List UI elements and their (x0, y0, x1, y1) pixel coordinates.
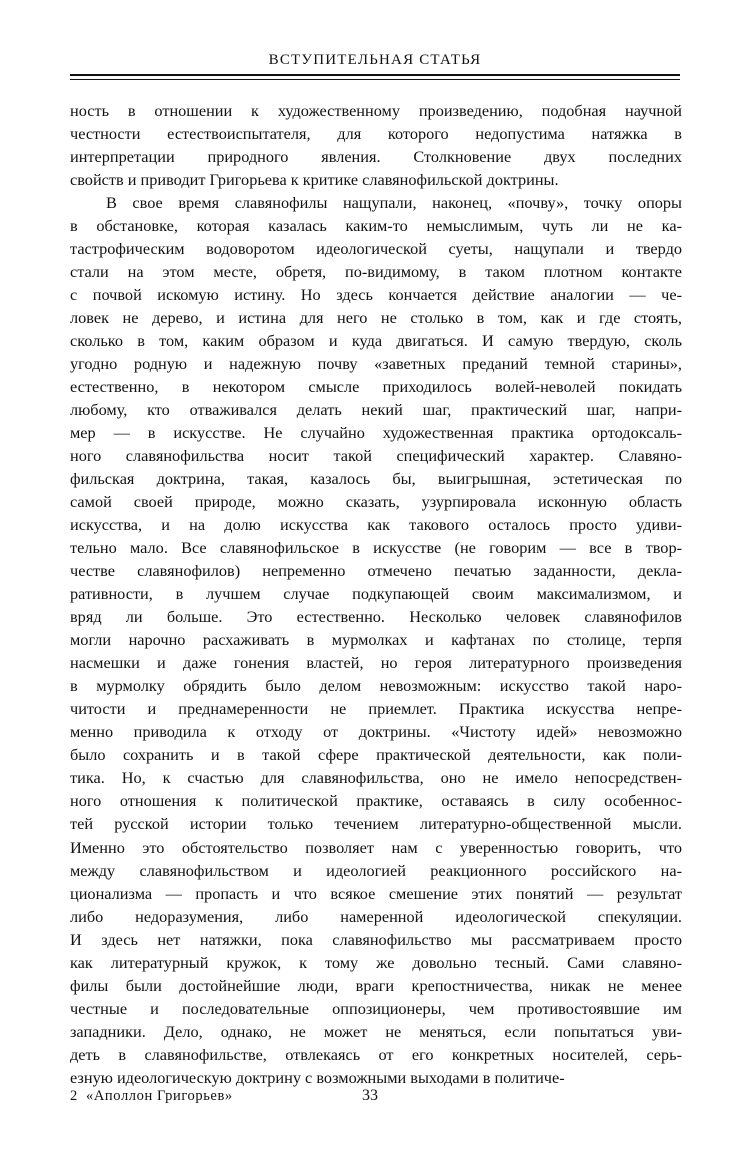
text-line: либо недоразумения, либо намеренной идеологической спекуляции. (70, 906, 682, 926)
text-line: в обстановке, которая казалась каким-то немыслимым, чуть ли не ка- (70, 216, 682, 236)
text-line: И здесь нет натяжки, пока славянофильство мы рассматриваем просто (70, 929, 682, 949)
text-line: менно приводила к отходу от доктрины. «Чистоту идей» невозможно (70, 722, 682, 742)
text-line: стали на этом месте, обретя, по-видимому, в таком плотном контакте (70, 262, 682, 282)
text-line: любому, кто отваживался делать некий шаг, практический шаг, напри- (70, 400, 682, 420)
text-line: с почвой искомую истину. Но здесь кончается действие аналогии — че- (70, 285, 682, 305)
text-line: тельно мало. Все славянофильское в искусстве (не говорим — все в твор- (70, 538, 682, 558)
page-footer (70, 1085, 680, 1107)
text-line: ловек не дерево, и истина для него не столько в том, как и где стоять, (70, 308, 682, 328)
text-line: честве славянофилов) непременно отмечено печатью заданности, декла- (70, 561, 682, 581)
text-line: интерпретации природного явления. Столкновение двух последних (70, 147, 682, 167)
text-line: тастрофическим водоворотом идеологической суеты, нащупали и твердо (70, 239, 682, 259)
text-line: искусства, и на долю искусства как такового осталось просто удиви- (70, 515, 682, 535)
header-rule-thick (70, 74, 680, 76)
text-line: насмешки и даже гонения властей, но героя литературного произведения (70, 653, 682, 673)
text-line: честности естествоиспытателя, для которого недопустима натяжка в (70, 124, 682, 144)
text-line: филы были достойнейшие люди, враги крепостничества, никак не менее (70, 975, 682, 995)
text-line: фильская доктрина, такая, казалось бы, выигрышная, эстетическая по (70, 469, 682, 489)
text-line: угодно родную и надежную почву «заветных преданий темной старины», (70, 354, 682, 374)
text-line: было сохранить и в такой сфере практической деятельности, как поли- (70, 745, 682, 765)
page-number: 33 (362, 1087, 378, 1104)
text-line: сколько в том, каким образом и куда двигаться. И самую твердую, сколь (70, 331, 682, 351)
text-line: в мурмолку обрядить было делом невозможным: искусство такой наро- (70, 676, 682, 696)
text-line: ного славянофильства носит такой специфический характер. Славяно- (70, 446, 682, 466)
text-line: ционализма — пропасть и что всякое смешение этих понятий — результат (70, 883, 682, 903)
text-line: честные и последовательные оппозиционеры, чем противостоявшие им (70, 998, 682, 1018)
running-head: ВСТУПИТЕЛЬНАЯ СТАТЬЯ (268, 52, 482, 68)
body-text (70, 99, 682, 1089)
text-line: ративности, в лучшем случае подкупающей своим максимализмом, и (70, 584, 682, 604)
text-line: тика. Но, к счастью для славянофильства, оно не имело непосредствен- (70, 768, 682, 788)
text-line: Именно это обстоятельство позволяет нам с уверенностью говорить, что (70, 837, 682, 857)
text-line: мер — в искусстве. Не случайно художественная практика ортодоксаль- (70, 423, 682, 443)
text-line: как литературный кружок, к тому же довольно тесный. Сами славяно- (70, 952, 682, 972)
signature-title: «Аполлон Григорьев» (86, 1088, 233, 1104)
text-line: ного отношения к политической практике, оставаясь в силу особеннос- (70, 791, 682, 811)
text-line: тей русской истории только течением литературно-общественной мысли. (70, 814, 682, 834)
text-line: западники. Дело, однако, не может не меняться, если попытаться уви- (70, 1021, 682, 1041)
text-line: деть в славянофильстве, отвлекаясь от его конкретных носителей, серь- (70, 1044, 682, 1064)
text-line: свойств и приводит Григорьева к критике славянофильской доктрины. (70, 170, 559, 190)
text-line: могли нарочно расхаживать в мурмолках и кафтанах по столице, терпя (70, 630, 682, 650)
header-rule-thin (70, 79, 680, 80)
text-line: самой своей природе, можно сказать, узурпировала исконную область (70, 492, 682, 512)
text-line: между славянофильством и идеологией реакционного российского на- (70, 860, 682, 880)
text-line: езную идеологическую доктрину с возможными выходами в политиче- (70, 1067, 565, 1087)
text-line: ность в отношении к художественному произведению, подобная научной (70, 101, 682, 120)
text-line: естественно, в некотором смысле приходилось волей-неволей покидать (70, 377, 682, 397)
text-line: вряд ли больше. Это естественно. Несколько человек славянофилов (70, 607, 682, 627)
signature-number: 2 (70, 1088, 78, 1104)
text-line: читости и преднамеренности не приемлет. Практика искусства непре- (70, 699, 682, 719)
text-line: В свое время славянофилы нащупали, наконец, «почву», точку опоры (106, 193, 682, 213)
